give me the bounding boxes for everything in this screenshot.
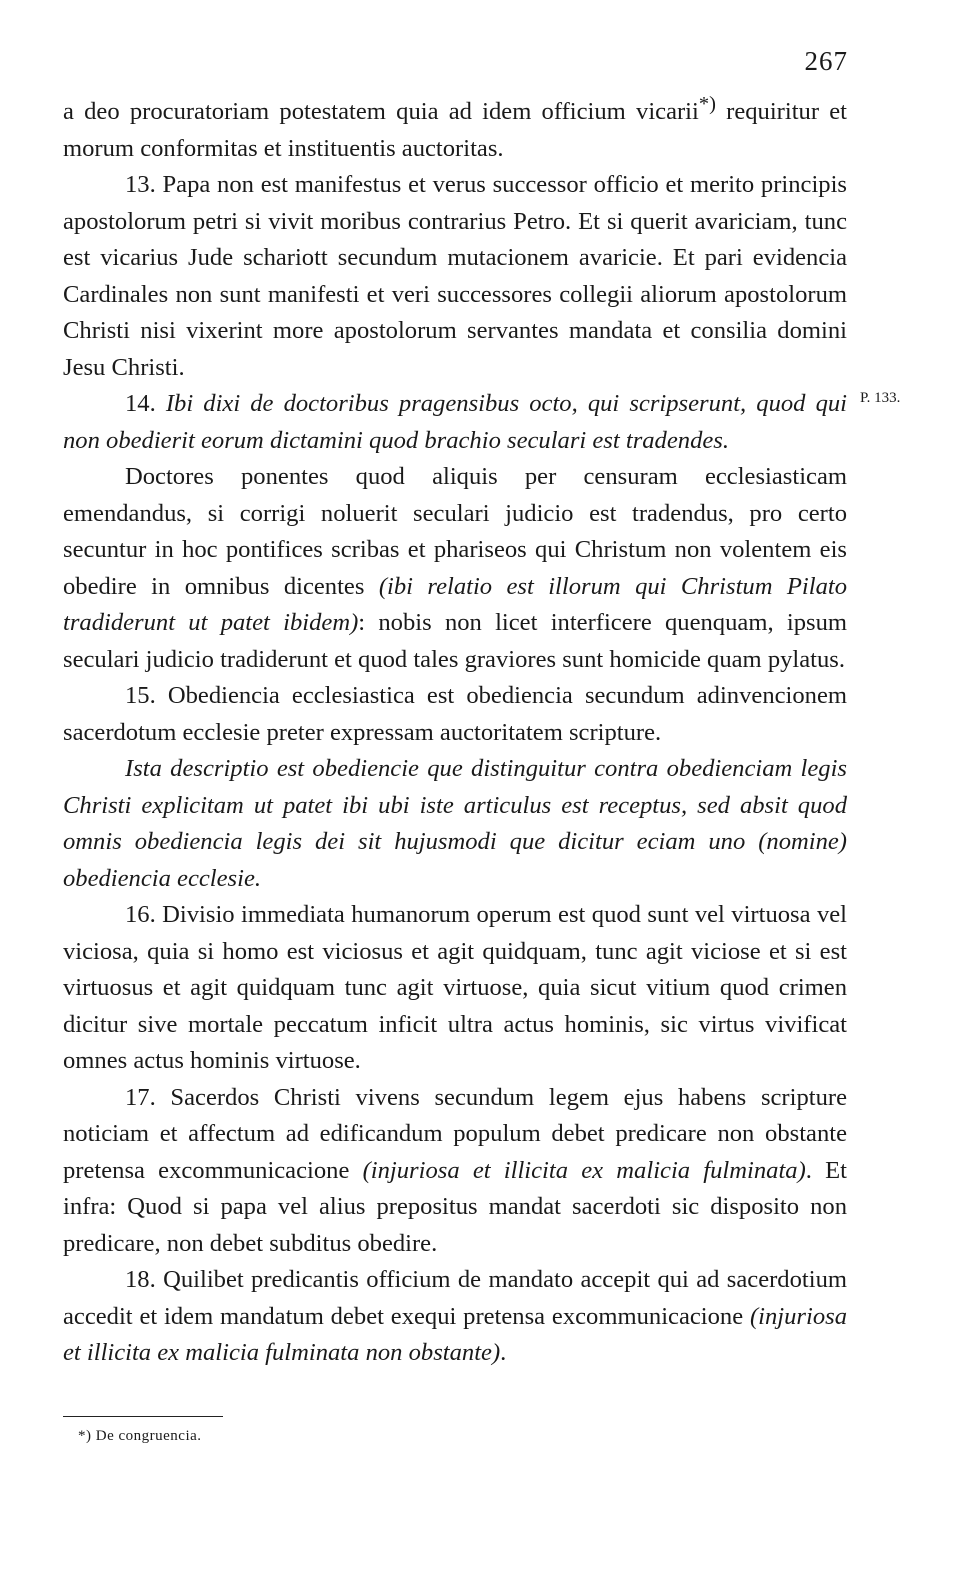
body-text bbox=[63, 86, 847, 1372]
paragraph-16: 16. Divisio immediata humanorum operum est quod sunt vel virtuosa vel viciosa, quia si homo est viciosus et agit quidquam, tunc agit viciose et si est virtuosus et agit quidquam tunc agit virtuose, quia sicut vitium quod crimen dicitur sive mortale peccatum inficit ultra actus hominis, sic virtus vivificat omnes actus hominis virtuose. bbox=[63, 901, 847, 1075]
footnote-reference: *) bbox=[698, 93, 716, 115]
paragraph-ista bbox=[63, 751, 847, 897]
paragraph-18-text-b: . bbox=[500, 1339, 507, 1367]
paragraph-18 bbox=[63, 1262, 847, 1372]
footnote: *) De congruencia. bbox=[78, 1428, 202, 1444]
paragraph-17-text-b: . Et infra: Quod si papa vel alius prepositus mandat sacerdoti sic disposito non predicare, non debet subditus obedire. bbox=[63, 1156, 847, 1257]
paragraph-doctores bbox=[63, 459, 847, 678]
paragraph-1-text-a: a deo procuratoriam potestatem quia ad idem officium vicarii bbox=[63, 98, 699, 126]
paragraph-18-italic: (injuriosa et illicita ex malicia fulminata non obstante) bbox=[63, 1302, 847, 1367]
paragraph-14-number: 14. bbox=[125, 390, 166, 418]
paragraph-1-text-b: requiritur et morum conformitas et instituentis auctoritas. bbox=[63, 98, 847, 162]
footnote-divider bbox=[63, 1416, 223, 1417]
paragraph-doctores-italic: (ibi relatio est illorum qui Christum Pilato tradiderunt ut patet ibidem) bbox=[63, 572, 847, 637]
paragraph-17-text-a: 17. Sacerdos Christi vivens secundum legem ejus habens scripture noticiam et affectum ad edificandum populum debet predicare non obstante pretensa excommunicacione bbox=[63, 1083, 847, 1184]
margin-note: P. 133. bbox=[860, 390, 901, 406]
paragraph-doctores-text-a: Doctores ponentes quod aliquis per censuram ecclesiasticam emendandus, si corrigi noluerit seculari judicio est tradendus, pro certo secuntur in hoc pontifices scribas et phariseos qui Christum non volentem eis obedire in omnibus dicentes bbox=[63, 463, 847, 600]
paragraph-1 bbox=[63, 86, 847, 167]
paragraph-15: 15. Obediencia ecclesiastica est obediencia secundum adinvencionem sacerdotum ecclesie preter expressam auctoritatem scripture. bbox=[63, 682, 847, 746]
paragraph-18-text-a: 18. Quilibet predicantis officium de mandato accepit qui ad sacerdotium accedit et idem mandatum debet exequi pretensa excommunicacione bbox=[63, 1266, 847, 1330]
paragraph-doctores-text-b: : nobis non licet interficere quenquam, ipsum seculari judicio tradiderunt et quod tales graviores sunt homicide quam pylatus. bbox=[63, 609, 847, 673]
paragraph-17-italic: (injuriosa et illicita ex malicia fulminata) bbox=[362, 1156, 806, 1184]
paragraph-14 bbox=[63, 386, 847, 459]
paragraph-ista-italic: Ista descriptio est obediencie que distinguitur contra obedienciam legis Christi explicitam ut patet ibi ubi iste articulus est receptus, sed absit quod omnis obediencia legis dei sit hujusmodi que dicitur eciam uno (nomine) obediencia ecclesie. bbox=[63, 755, 847, 892]
paragraph-17 bbox=[63, 1080, 847, 1263]
paragraph-13: 13. Papa non est manifestus et verus successor officio et merito principis apostolorum petri si vivit moribus contrarius Petro. Et si querit avariciam, tunc est vicarius Jude schariott secundum mutacionem avaricie. Et pari evidencia Cardinales non sunt manifesti et veri successores collegii aliorum apostolorum Christi nisi vixerint more apostolorum servantes mandata et consilia domini Jesu Christi. bbox=[63, 171, 847, 381]
paragraph-14-italic: Ibi dixi de doctoribus pragensibus octo, qui scripserunt, quod qui non obedierit eorum dictamini quod brachio seculari est tradendes. bbox=[63, 390, 848, 454]
page-number: 267 bbox=[804, 46, 848, 76]
